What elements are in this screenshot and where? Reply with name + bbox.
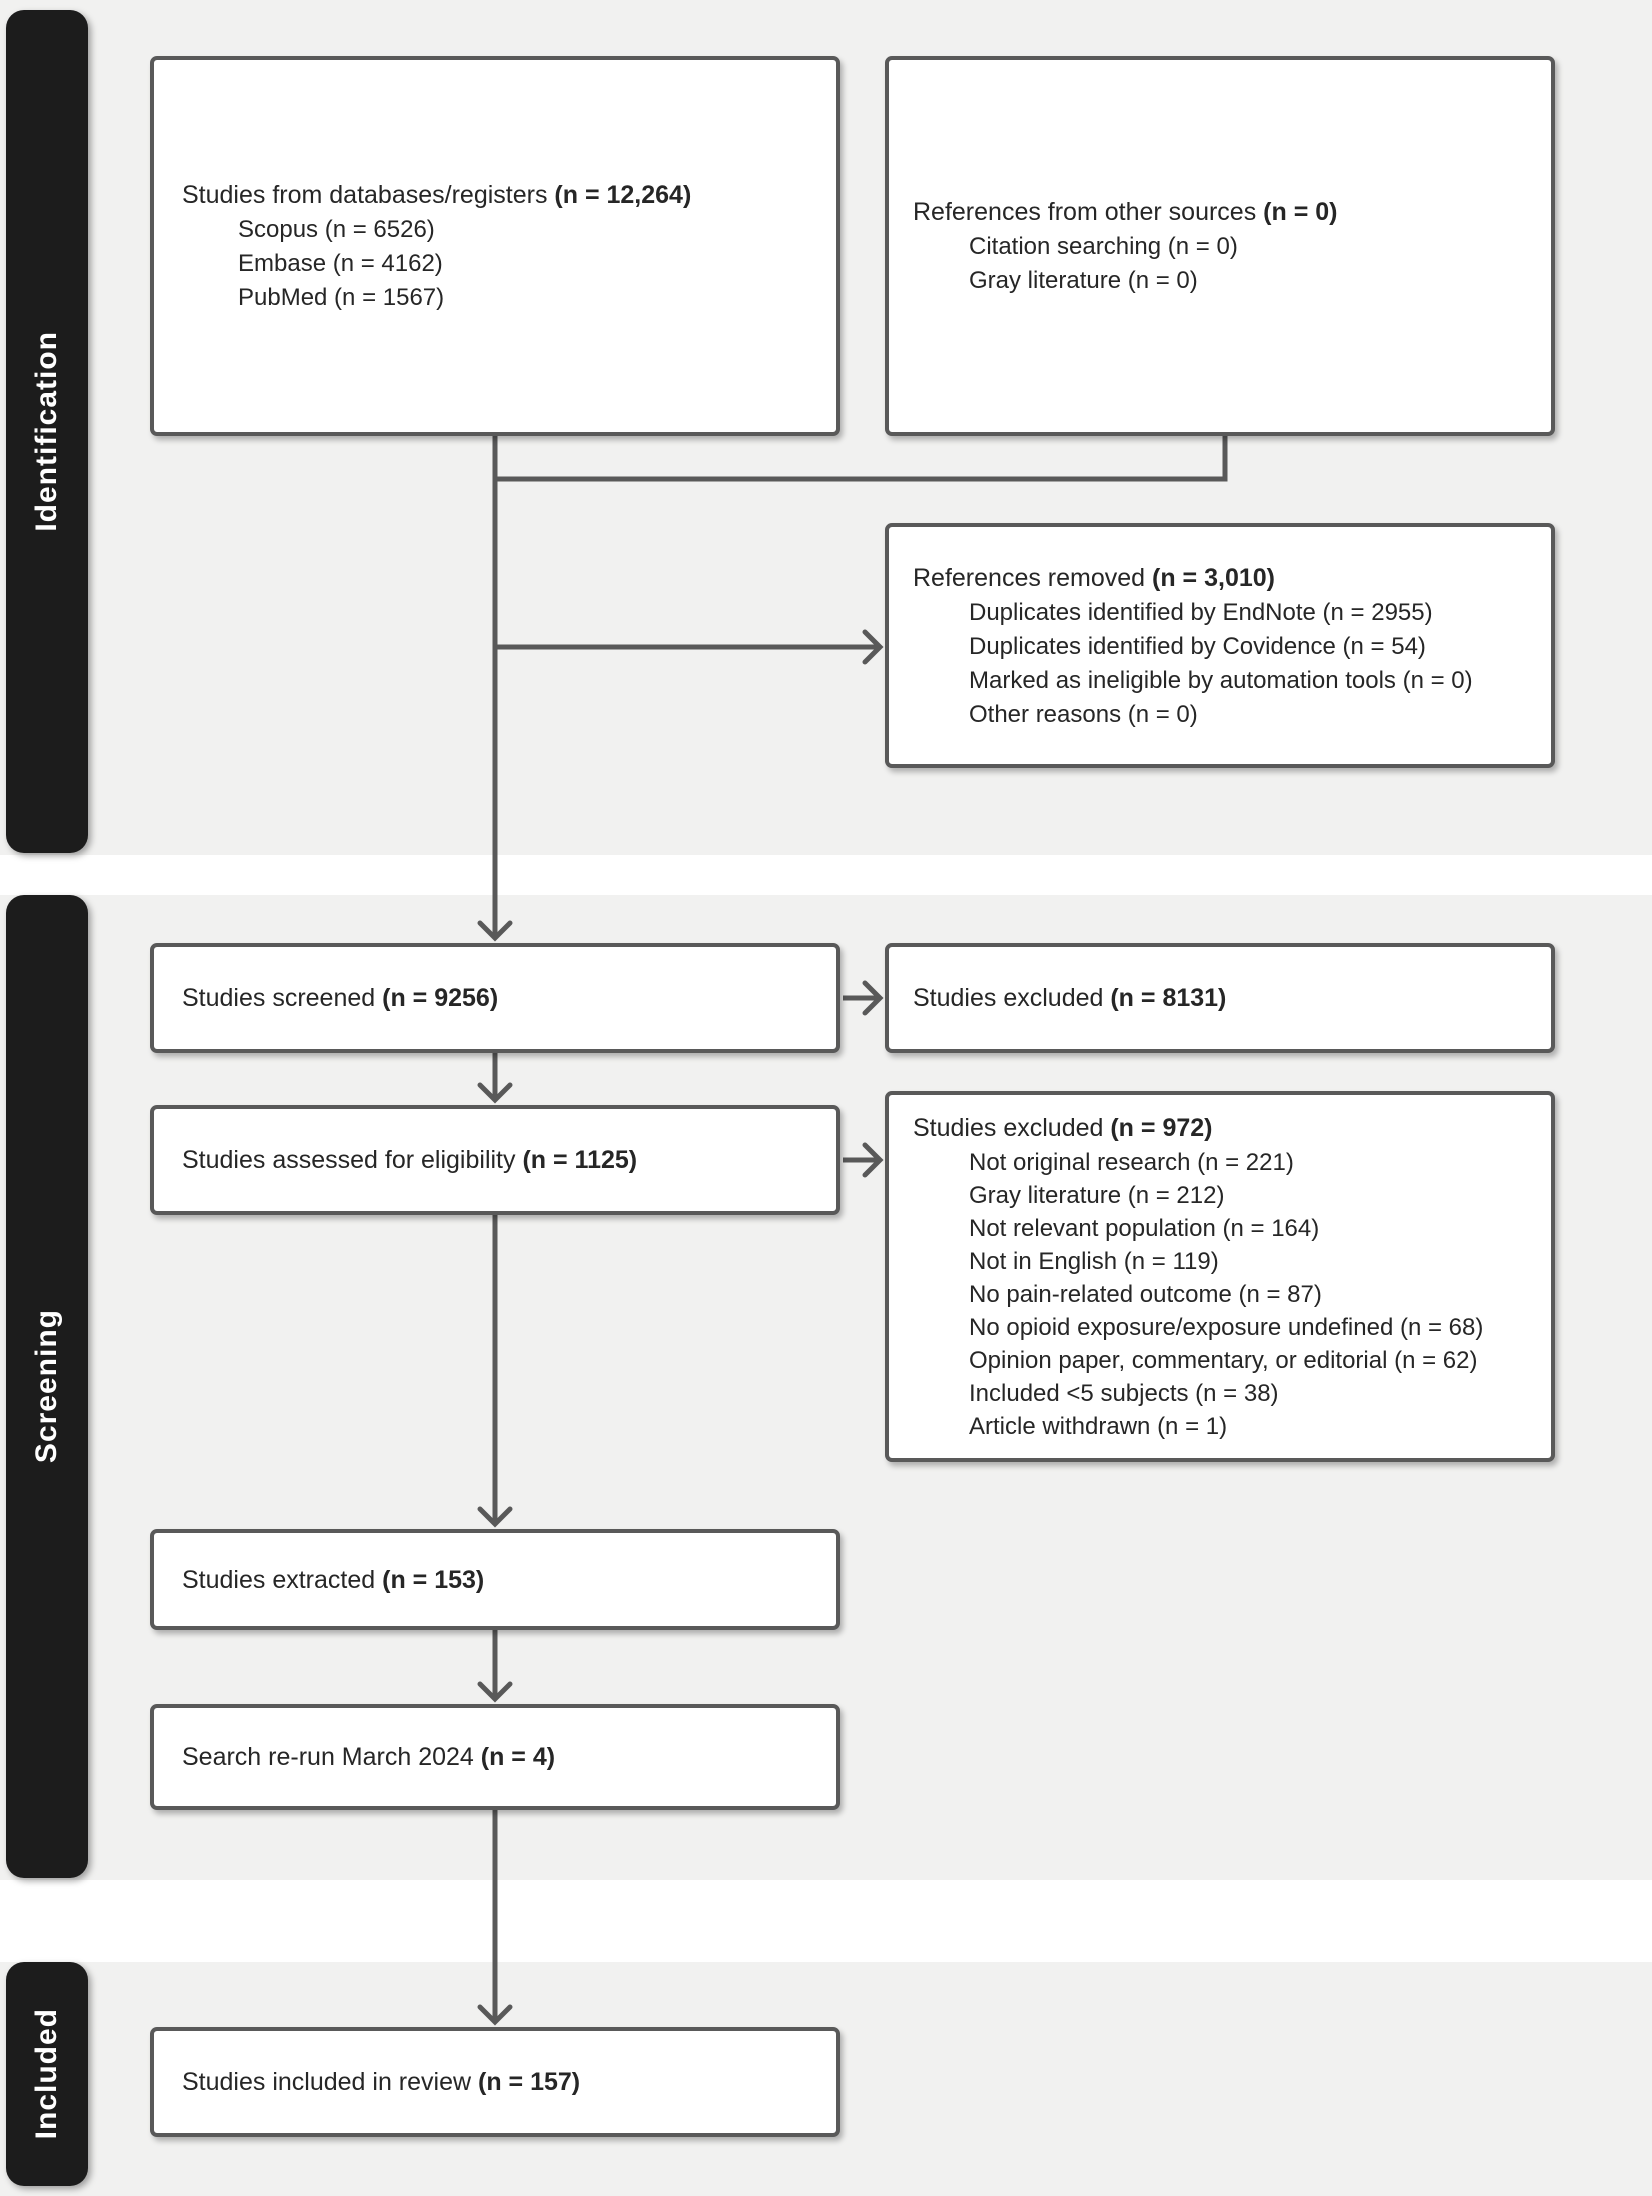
box-item: Embase (n = 4162) bbox=[238, 250, 443, 277]
box-item: Gray literature (n = 0) bbox=[969, 267, 1198, 294]
box-count: (n = 0) bbox=[1263, 198, 1338, 226]
box-studies-included bbox=[150, 2027, 840, 2137]
stage-label-identification: Identification bbox=[30, 331, 63, 532]
box-count: (n = 12,264) bbox=[554, 181, 692, 209]
box-item: Not relevant population (n = 164) bbox=[969, 1215, 1320, 1242]
box-title bbox=[913, 560, 1533, 596]
box-title bbox=[182, 1142, 818, 1178]
box-label: Studies included in review bbox=[182, 2068, 478, 2096]
box-title bbox=[182, 980, 818, 1016]
box-item: Duplicates identified by Covidence (n = 54) bbox=[969, 632, 1426, 660]
box-label: Studies excluded bbox=[913, 984, 1111, 1012]
box-label: Studies from databases/registers bbox=[182, 181, 555, 209]
box-title bbox=[913, 980, 1533, 1016]
box-item: No opioid exposure/exposure undefined (n = 68) bbox=[969, 1314, 1484, 1341]
box-title bbox=[913, 194, 1533, 230]
box-items bbox=[913, 230, 1533, 298]
box-excluded-eligibility bbox=[885, 1091, 1555, 1462]
box-search-rerun bbox=[150, 1704, 840, 1810]
box-title bbox=[913, 1110, 1533, 1146]
connector-other-sources-elbow bbox=[495, 436, 1225, 479]
box-label: Studies screened bbox=[182, 984, 383, 1012]
box-assessed-eligibility bbox=[150, 1105, 840, 1215]
box-item: Gray literature (n = 212) bbox=[969, 1182, 1225, 1209]
box-items bbox=[913, 596, 1533, 732]
box-title bbox=[182, 1739, 818, 1775]
box-item: Other reasons (n = 0) bbox=[969, 700, 1198, 728]
box-count: (n = 972) bbox=[1110, 1114, 1213, 1142]
box-excluded-screening bbox=[885, 943, 1555, 1053]
box-label: Studies assessed for eligibility bbox=[182, 1146, 523, 1174]
box-item: Included <5 subjects (n = 38) bbox=[969, 1380, 1279, 1407]
box-item: Not in English (n = 119) bbox=[969, 1248, 1219, 1275]
box-title bbox=[182, 177, 818, 213]
box-count: (n = 3,010) bbox=[1152, 563, 1275, 592]
box-title bbox=[182, 2064, 818, 2100]
box-item: PubMed (n = 1567) bbox=[238, 284, 445, 311]
box-item: Citation searching (n = 0) bbox=[969, 233, 1238, 260]
box-databases-registers bbox=[150, 56, 840, 436]
box-count: (n = 157) bbox=[478, 2068, 581, 2096]
box-title bbox=[182, 1562, 818, 1598]
box-item: Scopus (n = 6526) bbox=[238, 216, 435, 243]
box-label: Studies excluded bbox=[913, 1114, 1111, 1142]
box-studies-extracted bbox=[150, 1529, 840, 1630]
box-items bbox=[913, 1146, 1533, 1443]
box-label: Search re-run March 2024 bbox=[182, 1743, 481, 1771]
box-item: No pain-related outcome (n = 87) bbox=[969, 1281, 1322, 1308]
stage-bar-identification bbox=[6, 10, 88, 853]
box-item: Duplicates identified by EndNote (n = 2955) bbox=[969, 598, 1433, 626]
box-studies-screened bbox=[150, 943, 840, 1053]
box-references-removed bbox=[885, 523, 1555, 768]
box-item: Marked as ineligible by automation tools (n = 0) bbox=[969, 666, 1473, 694]
box-label: Studies extracted bbox=[182, 1565, 383, 1594]
box-items bbox=[182, 213, 818, 315]
box-item: Opinion paper, commentary, or editorial (n = 62) bbox=[969, 1347, 1478, 1374]
box-count: (n = 1125) bbox=[522, 1146, 638, 1174]
box-count: (n = 4) bbox=[480, 1743, 556, 1771]
box-other-sources bbox=[885, 56, 1555, 436]
box-label: References from other sources bbox=[913, 198, 1264, 226]
stage-bar-screening bbox=[6, 895, 88, 1878]
box-count: (n = 153) bbox=[382, 1565, 485, 1594]
stage-label-screening: Screening bbox=[30, 1309, 63, 1464]
box-count: (n = 8131) bbox=[1110, 984, 1227, 1012]
stage-bar-included bbox=[6, 1962, 88, 2186]
box-count: (n = 9256) bbox=[382, 984, 499, 1012]
box-item: Article withdrawn (n = 1) bbox=[969, 1413, 1228, 1440]
stage-label-included: Included bbox=[30, 2008, 63, 2140]
box-item: Not original research (n = 221) bbox=[969, 1149, 1294, 1176]
box-label: References removed bbox=[913, 563, 1153, 592]
